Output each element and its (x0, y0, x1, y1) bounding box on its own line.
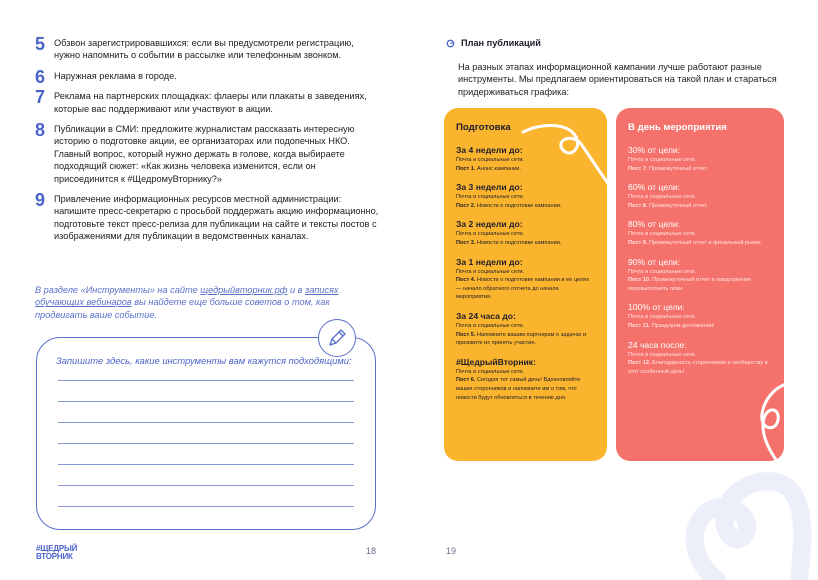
entry-channel: Почта и социальные сети. (456, 322, 525, 329)
list-text: Наружная реклама в городе. (54, 70, 177, 81)
entry-channel: Почта и социальные сети. (628, 157, 697, 163)
post-description: Промежуточный отчет и предложение перевыполнить план. (628, 277, 752, 292)
note-text: вы найдете еще больше советов о том, как продвигать ваше событие. (35, 297, 330, 320)
post-description: Новости о подготовке кампании. (477, 202, 562, 209)
entry-channel: Почта и социальные сети. (456, 157, 525, 163)
post-label: Пост 5. (456, 331, 476, 338)
entry-channel: Почта и социальные сети. (456, 368, 525, 375)
list-text: Реклама на партнерских площадках: флаеры или плакаты в заведениях, которые вас поддерживают или участвуют в акции. (54, 91, 367, 114)
writing-line[interactable] (58, 443, 354, 444)
list-number: 6 (35, 66, 46, 87)
list-number: 9 (35, 190, 46, 211)
entry-channel: Почта и социальные сети. (456, 194, 525, 201)
post-label: Пост 10. (628, 277, 651, 284)
entry-timing: За 24 часа до: (456, 310, 516, 321)
list-item (35, 66, 381, 87)
logo-line: ВТОРНИК (36, 552, 73, 561)
entry-timing: За 4 недели до: (456, 145, 523, 155)
post-description: Сегодня тот самый день! Вдохновляйте ваших сторонников и напомните им о том, что новости будут обновляться в течение дня. (456, 377, 581, 401)
list-number: 8 (35, 120, 46, 141)
background-swirl (677, 472, 817, 580)
post-description: Новости о подготовке кампании. (477, 239, 562, 246)
entry-post (456, 239, 595, 248)
entry-timing: 90% от цели: (628, 256, 681, 267)
schedule-entry (628, 145, 772, 173)
schedule-entry (456, 145, 595, 173)
entry-channel: Почта и социальные сети. (628, 268, 697, 275)
post-description: Промежуточный отчет и финальный рывок. (649, 239, 763, 246)
entry-post (628, 202, 772, 211)
entry-timing: #ЩедрыйВторник: (456, 356, 536, 367)
schedule-entry (456, 357, 595, 402)
list-text: Обзвон зарегистрировавшихся: если вы предусмотрели регистрацию, нужно напомнить о событии в рассылке или телефонным звонком. (54, 38, 354, 61)
section-title: План публикаций (461, 38, 541, 48)
schedule-entry (628, 257, 772, 294)
entry-post (456, 376, 595, 402)
entry-channel: Почта и социальные сети. (456, 231, 525, 238)
entry-post (628, 276, 772, 293)
card-title: В день мероприятия (628, 122, 727, 133)
schedule-entry (628, 182, 772, 210)
intro-text: На разных этапах информационной кампании лучше работают разные инструменты. Мы предлагаем ориентироваться на такой план и стараться придерживаться графика: (458, 62, 777, 97)
list-item (35, 120, 381, 185)
list-number: 7 (35, 87, 46, 108)
list-text: Привлечение информационных ресурсов местной администрации: напишите пресс-секретарю с просьбой поддержать акцию информационно, подготовьте текст пресс-релиза для публикации на сайте и тексты постов с изображениями для публикации в ведомственных каналах. (54, 194, 379, 242)
entry-timing: За 2 недели до: (456, 219, 523, 230)
preparation-card (444, 108, 607, 461)
entry-timing: 30% от цели: (628, 145, 681, 155)
page-number: 19 (446, 546, 457, 556)
pencil-badge (318, 319, 356, 357)
post-label: Пост 4. (456, 277, 476, 284)
entry-channel: Почта и социальные сети. (628, 314, 697, 321)
note-text: и в (287, 285, 306, 295)
list-item (35, 190, 381, 243)
writing-line[interactable] (58, 401, 354, 402)
schedule-entry (628, 302, 772, 330)
site-link[interactable]: щедрыйвторник.рф (200, 285, 288, 295)
writing-line[interactable] (58, 464, 354, 465)
post-label: Пост 11. (628, 322, 651, 329)
list-text: Публикации в СМИ: предложите журналистам рассказать интересную историю о подготовке акции, ее организаторах или подопечных НКО. Главный вопрос, который нужно держать в голове, когда выбираете подходящий сюжет: «Как жизнь человека изменится, если он присоединится к #ЩедромуВторнику?» (54, 124, 355, 184)
post-description: Анонс кампании. (477, 165, 521, 172)
card-title: Подготовка (456, 122, 511, 133)
post-description: Празднуем достижения! (651, 322, 715, 329)
event-day-card (616, 108, 784, 461)
entry-post (456, 202, 595, 211)
entry-post (456, 331, 595, 348)
clock-icon (446, 39, 455, 48)
notes-box (36, 337, 376, 530)
post-description: Напомните вашим партнерам о задачах и призовите их принять участие. (456, 331, 587, 347)
writing-line[interactable] (58, 506, 354, 507)
entry-timing: За 1 недели до: (456, 256, 523, 267)
entry-timing: 24 часа после: (628, 339, 687, 350)
schedule-entry (456, 182, 595, 210)
list-item (35, 34, 381, 62)
notes-prompt: Запишите здесь, какие инструменты вам кажутся подходящими: (56, 355, 352, 366)
post-label: Пост 7. (628, 165, 648, 172)
post-description: Благодарность сторонникам и сообществу в этот особенный день! (628, 360, 768, 375)
post-label: Пост 8. (628, 202, 648, 209)
writing-line[interactable] (58, 422, 354, 423)
list-item (35, 87, 381, 115)
schedule-entry (456, 311, 595, 348)
section-header (446, 38, 541, 48)
post-label: Пост 1. (456, 165, 476, 172)
entry-post (628, 239, 772, 248)
schedule-entry (628, 219, 772, 247)
post-label: Пост 2. (456, 202, 476, 209)
page-number: 18 (366, 546, 377, 556)
entry-post (628, 359, 772, 376)
right-page (409, 0, 818, 580)
note-text: В разделе «Инструменты» на сайте (35, 285, 201, 295)
post-description: Промежуточный отчет. (649, 202, 708, 209)
entry-post (628, 165, 772, 174)
schedule-entry (456, 219, 595, 247)
pencil-icon (326, 327, 348, 349)
post-description: Промежуточный отчет. (649, 165, 708, 172)
entry-channel: Почта и социальные сети. (628, 351, 697, 358)
post-label: Пост 6. (456, 377, 476, 384)
post-label: Пост 12. (628, 360, 651, 367)
entry-timing: За 3 недели до: (456, 182, 523, 193)
writing-line[interactable] (58, 485, 354, 486)
swirl-decoration (734, 378, 784, 461)
entry-channel: Почта и социальные сети. (456, 268, 525, 275)
brand-logo (36, 545, 77, 561)
entry-channel: Почта и социальные сети. (628, 231, 697, 238)
resources-note (35, 284, 375, 321)
entry-timing: 60% от цели: (628, 182, 681, 193)
schedule-entry (456, 257, 595, 302)
entry-post (456, 276, 595, 302)
list-number: 5 (35, 34, 46, 54)
entry-post (628, 322, 772, 331)
schedule-entry (628, 340, 772, 377)
entry-post (456, 165, 595, 174)
entry-channel: Почта и социальные сети. (628, 194, 697, 201)
entry-timing: 80% от цели: (628, 219, 681, 230)
post-label: Пост 3. (456, 239, 476, 246)
writing-line[interactable] (58, 380, 354, 381)
webinars-link[interactable]: записях обучающих вебинаров (35, 285, 339, 308)
numbered-list (35, 34, 381, 251)
post-label: Пост 9. (628, 239, 648, 246)
post-description: Новости о подготовке кампании и ее целях — начало обратного отсчета до начала мероприятия. (456, 277, 589, 301)
entry-timing: 100% от цели: (628, 302, 685, 313)
logo-line: #ЩЕДРЫЙ (36, 544, 78, 553)
